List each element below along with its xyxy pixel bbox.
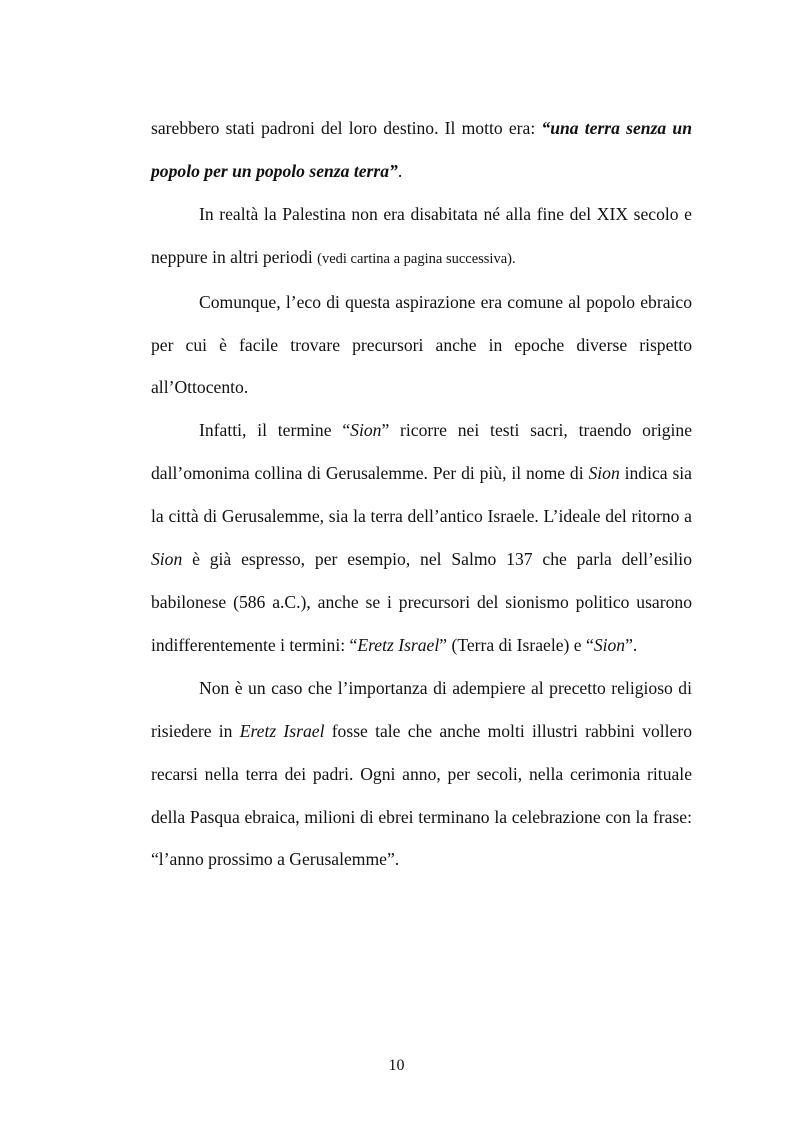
paragraph-5-text-1: Non è un caso che l’importanza di adempiere al precetto religioso di risiedere in <box>151 677 692 741</box>
paragraph-5-text-2: fosse tale che anche molti illustri rabbini vollero recarsi nella terra dei padri. Ogni anno, per secoli, nella cerimonia rituale della Pasqua ebraica, milioni di ebrei terminano la celebrazione con la frase: “l’anno prossimo a Gerusalemme”. <box>151 720 693 870</box>
term-eretz-israel: Eretz Israel <box>357 634 440 655</box>
term-sion: Sion <box>151 549 183 570</box>
paragraph-4-text-4: è già espresso, per esempio, nel Salmo 137 che parla dell’esilio babilonese (586 a.C.), anche se i precursori del sionismo politico usarono indifferentemente i termini: “ <box>151 549 692 655</box>
page-number: 10 <box>388 1057 405 1074</box>
paragraph-1-text: sarebbero stati padroni del loro destino. Il motto era: <box>151 118 542 138</box>
paragraph-4-text-3: indica sia la città di Gerusalemme, sia la terra dell’antico Israele. L’ideale del ritorno a <box>151 463 692 527</box>
paragraph-2-text: In realtà la Palestina non era disabitata né alla fine del XIX secolo e neppure in altri periodi <box>151 203 692 267</box>
paragraph-4-text-2: ” ricorre nei testi sacri, traendo origine dall’omonima collina di Gerusalemme. Per di più, il nome di <box>151 420 693 484</box>
paragraph-3 <box>151 281 692 410</box>
term-sion: Sion <box>588 463 620 484</box>
paragraph-1-end: . <box>397 160 403 181</box>
motto-quote: “una terra senza un popolo per un popolo senza terra” <box>151 118 692 181</box>
term-sion: Sion <box>593 634 626 655</box>
paragraph-3-text: Comunque, l’eco di questa aspirazione era comune al popolo ebraico per cui è facile trovare precursori anche in epoche diverse rispetto all’Ottocento. <box>151 291 692 398</box>
paragraph-2 <box>151 193 692 281</box>
map-reference-note: (vedi cartina a pagina successiva). <box>317 250 516 267</box>
paragraph-5 <box>151 667 692 882</box>
paragraph-4-text-5: ” (Terra di Israele) e “ <box>439 634 594 655</box>
body-text <box>151 107 692 881</box>
paragraph-4-text-1: Infatti, il termine “ <box>199 420 351 441</box>
paragraph-4 <box>151 409 692 666</box>
paragraph-4-text-6: ”. <box>625 634 638 655</box>
term-eretz-israel: Eretz Israel <box>239 720 325 741</box>
paragraph-1 <box>151 107 692 193</box>
term-sion: Sion <box>350 420 382 441</box>
